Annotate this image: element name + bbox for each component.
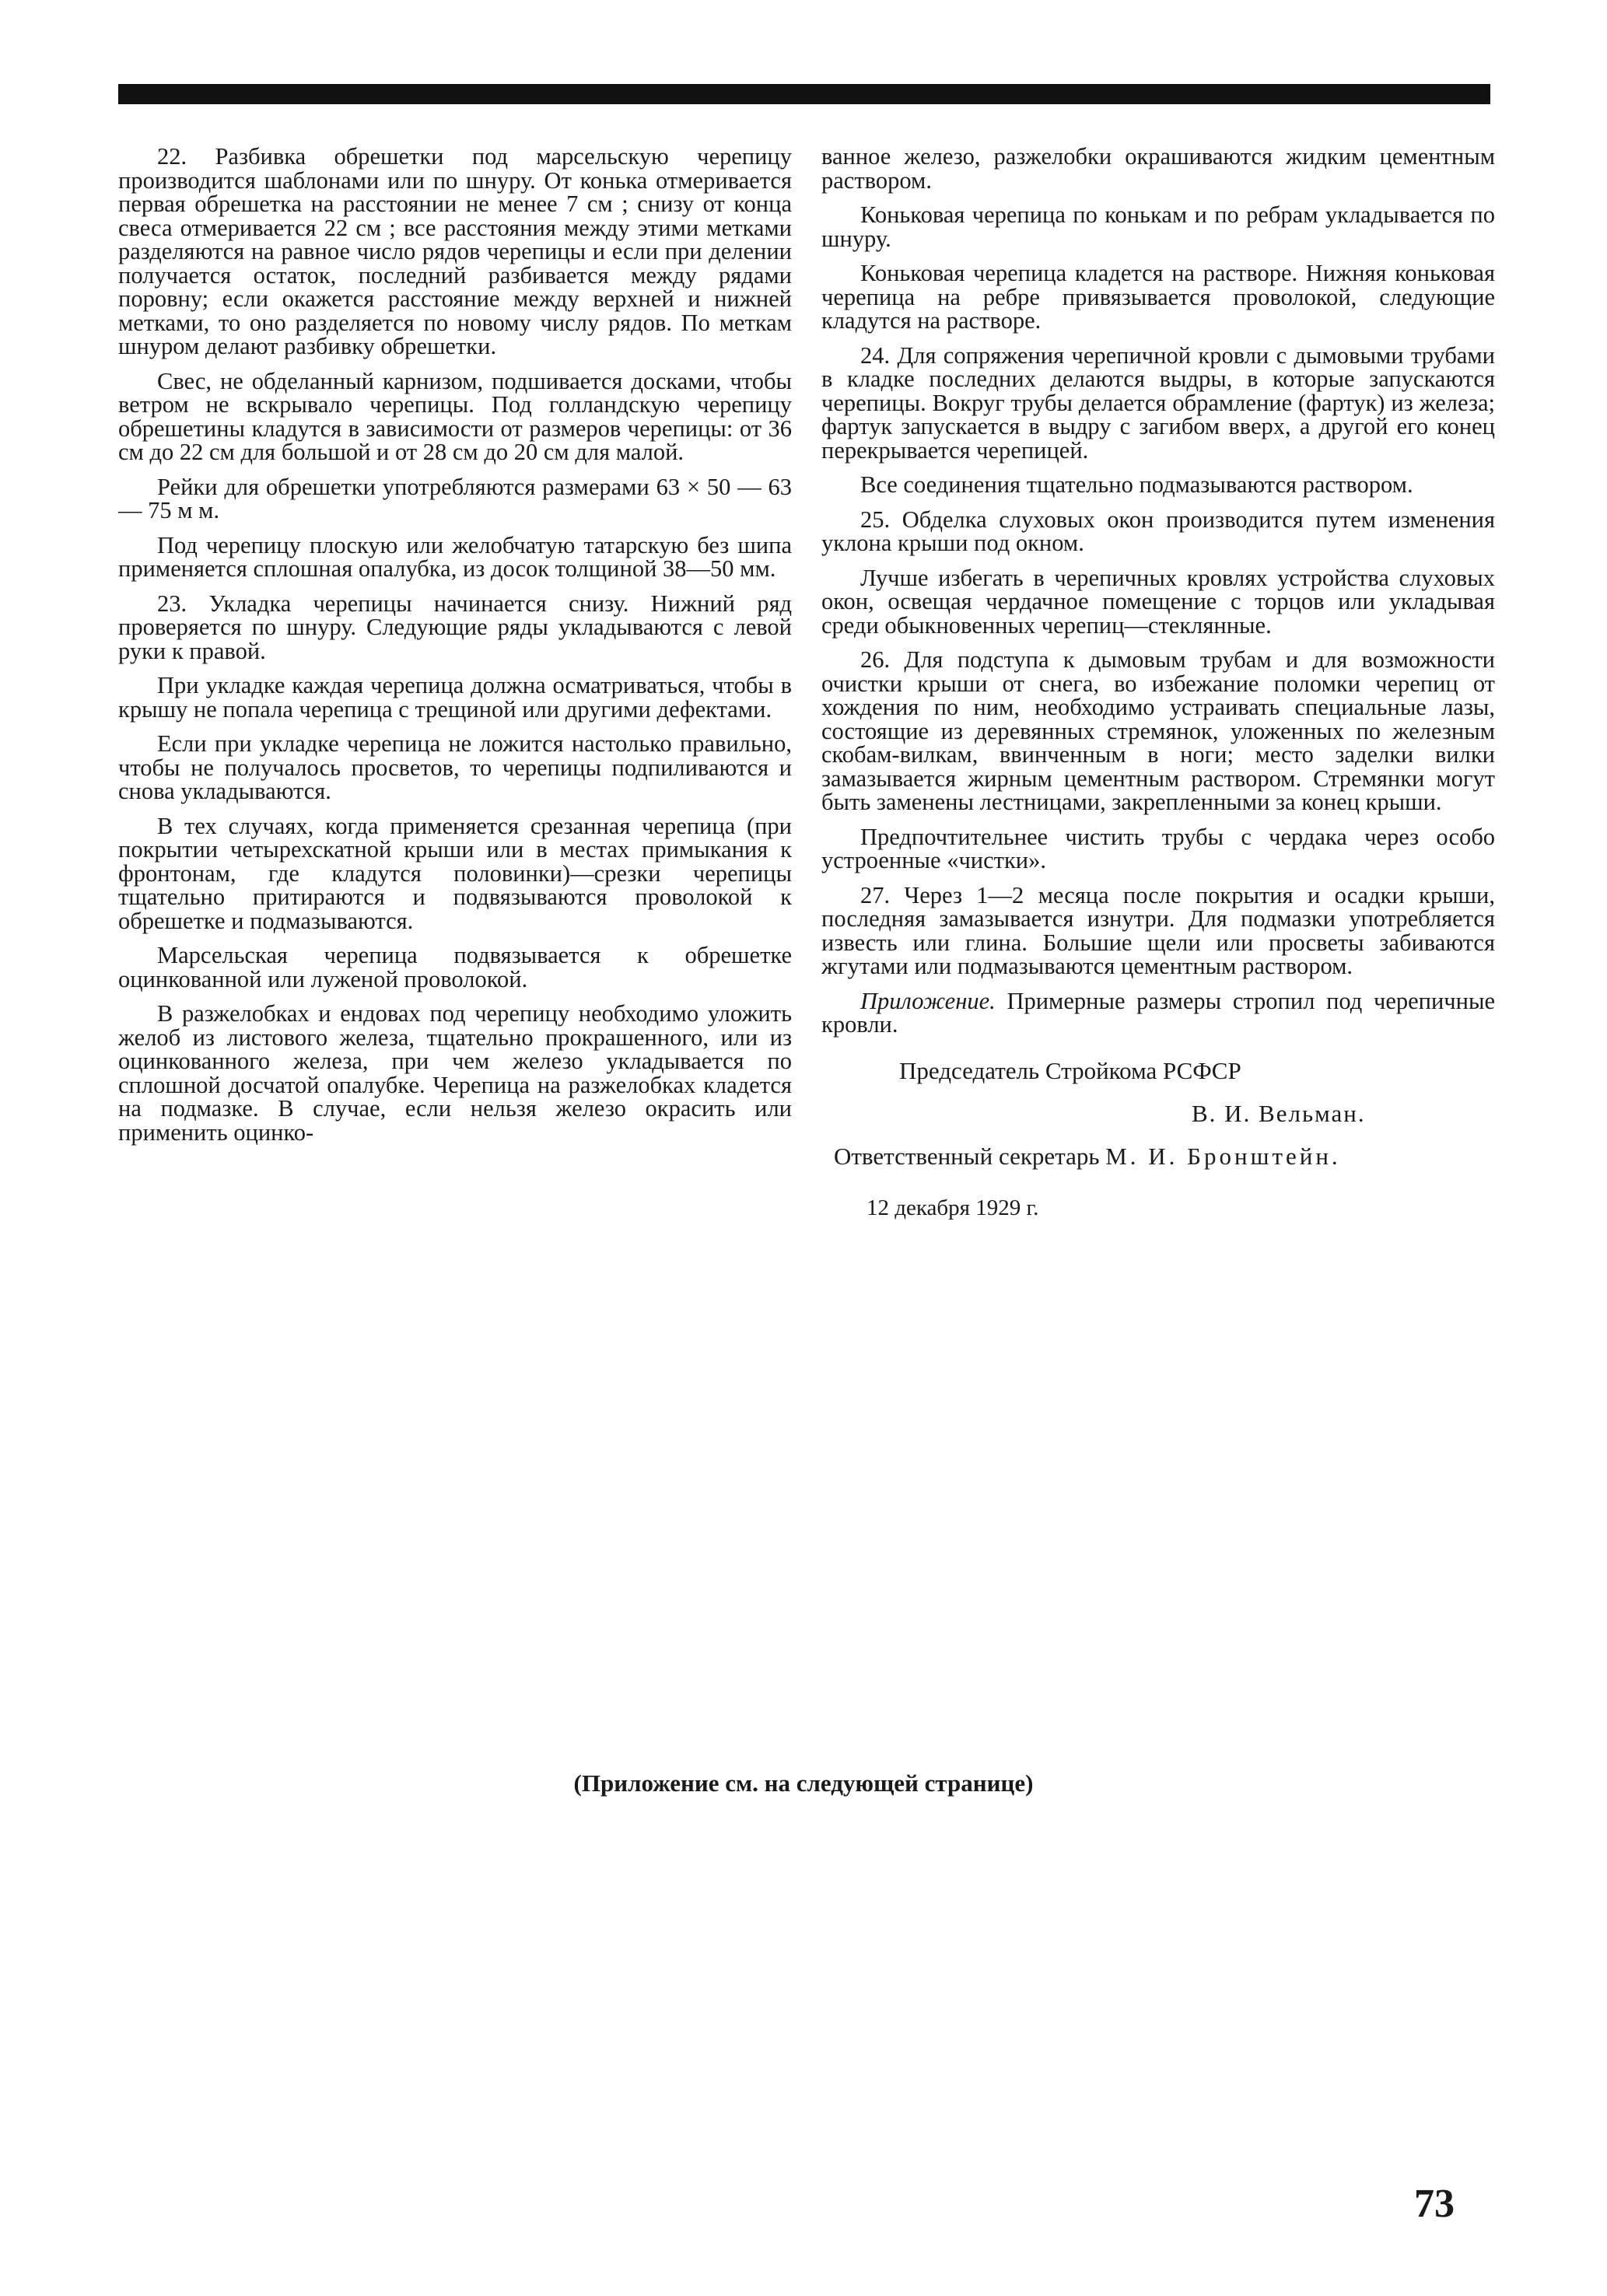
next-page-note: (Приложение см. на следующей странице) — [573, 1769, 1034, 1797]
paragraph: 24. Для сопряжения черепичной кровли с дымовыми трубами в кладке последних делаются выдры, в которые запускаются черепицы. Вокруг трубы делается обрамление (фартук) из железа; фартук запускается в выдру с загибом вверх, а другой его конец перекрывается черепицей. — [821, 341, 1495, 464]
paragraph: При укладке каждая черепица должна осматриваться, чтобы в крышу не попала черепица с трещиной или другими дефектами. — [118, 672, 792, 723]
signature-block — [821, 1056, 1495, 1220]
paragraph: Свес, не обделанный карнизом, подшивается досками, чтобы ветром не вскрывало черепицы. Под голландскую черепицу обрешетины кладутся в зависимости от размеров черепицы: от 36 см до 22 см для большой и от 28 см до 20 см для малой. — [118, 367, 792, 465]
document-date: 12 декабря 1929 г. — [867, 1195, 1039, 1220]
appendix-text: Примерные размеры стропил под черепичные кровли. — [821, 987, 1495, 1038]
paragraph: В разжелобках и ендовах под черепицу необходимо уложить желоб из листового железа, тщательно прокрашенного, или из оцинкованного железа, при чем железо укладывается по сплошной досчатой опалубке. Черепица на разжелобках кладется на подмазке. В случае, если нельзя железо окрасить или применить оцинко- — [118, 1000, 792, 1146]
chairman-title: Председатель Стройкома РСФСР — [899, 1056, 1241, 1084]
paragraph: 23. Укладка черепицы начинается снизу. Нижний ряд проверяется по шнуру. Следующие ряды укладываются с левой руки к правой. — [118, 590, 792, 664]
paragraph: Рейки для обрешетки употребляются размерами 63 × 50 — 63 — 75 м м. — [118, 473, 792, 523]
secretary-title: Ответственный секретарь — [834, 1142, 1100, 1170]
paragraph: Марсельская черепица подвязывается к обрешетке оцинкованной или луженой проволокой. — [118, 942, 792, 992]
right-column — [821, 145, 1495, 1239]
top-rule — [118, 84, 1490, 104]
paragraph: В тех случаях, когда применяется срезанная черепица (при покрытии четырехскатной крыши или в местах примыкания к фронтонам, где кладутся половинки)—срезки черепицы тщательно притираются и подвязываются проволокой к обрешетке и подмазываются. — [118, 812, 792, 934]
appendix-note — [821, 989, 1495, 1037]
paragraph: Лучше избегать в черепичных кровлях устройства слуховых окон, освещая чердачное помещение с торцов или укладывая среди обыкновенных черепиц—стеклянные. — [821, 564, 1495, 639]
secretary-name: М. И. Бронштейн. — [1105, 1142, 1341, 1170]
paragraph: Если при укладке черепица не ложится настолько правильно, чтобы не получалось просветов, то черепицы подпиливаются и снова укладываются. — [118, 730, 792, 804]
left-column — [118, 145, 792, 1155]
paragraph: 22. Разбивка обрешетки под марсельскую черепицу производится шаблонами или по шнуру. От конька отмеривается первая обрешетка на расстоянии не менее 7 см ; снизу от конца свеса отмеривается 22 см ; все расстояния между этими метками разделяются на равное число рядов черепицы и если при делении получается остаток, последний разбивается между рядами поровну; если окажется расстояние между верхней и нижней метками, то оно разделяется по новому числу рядов. По меткам шнуром делают разбивку обрешетки. — [118, 143, 792, 359]
paragraph: Коньковая черепица кладется на растворе. Нижняя коньковая черепица на ребре привязывается проволокой, следующие кладутся на растворе. — [821, 260, 1495, 334]
paragraph: 26. Для подступа к дымовым трубам и для возможности очистки крыши от снега, во избежание поломки черепиц от хождения по ним, необходимо устраивать специальные лазы, состоящие из деревянных стремянок, уложенных по железным скобам-вилкам, ввинченным в ноги; место заделки вилки замазывается жирным цементным раствором. Стремянки могут быть заменены лестницами, закрепленными за конец крыши. — [821, 646, 1495, 815]
page-number: 73 — [1414, 2182, 1455, 2226]
chairman-name: В. И. Вельман. — [1192, 1099, 1366, 1127]
paragraph: Все соединения тщательно подмазываются раствором. — [860, 471, 1413, 498]
paragraph: Предпочтительнее чистить трубы с чердака через особо устроенные «чистки». — [821, 823, 1495, 873]
paragraph: Под черепицу плоскую или желобчатую татарскую без шипа применяется сплошная опалубка, из досок толщиной 38—50 мм. — [118, 531, 792, 582]
paragraph: 25. Обделка слуховых окон производится путем изменения уклона крыши под окном. — [821, 506, 1495, 556]
paragraph: 27. Через 1—2 месяца после покрытия и осадки крыши, последняя замазывается изнутри. Для подмазки употребляется известь или глина. Большие щели или просветы забиваются жгутами или подмазываются цементным раствором. — [821, 881, 1495, 979]
secretary-line — [821, 1144, 1495, 1168]
paragraph: Коньковая черепица по конькам и по ребрам укладывается по шнуру. — [821, 201, 1495, 252]
appendix-label: Приложение. — [860, 987, 996, 1014]
paragraph-continuation: ванное железо, разжелобки окрашиваются жидким цементным раствором. — [821, 143, 1495, 194]
